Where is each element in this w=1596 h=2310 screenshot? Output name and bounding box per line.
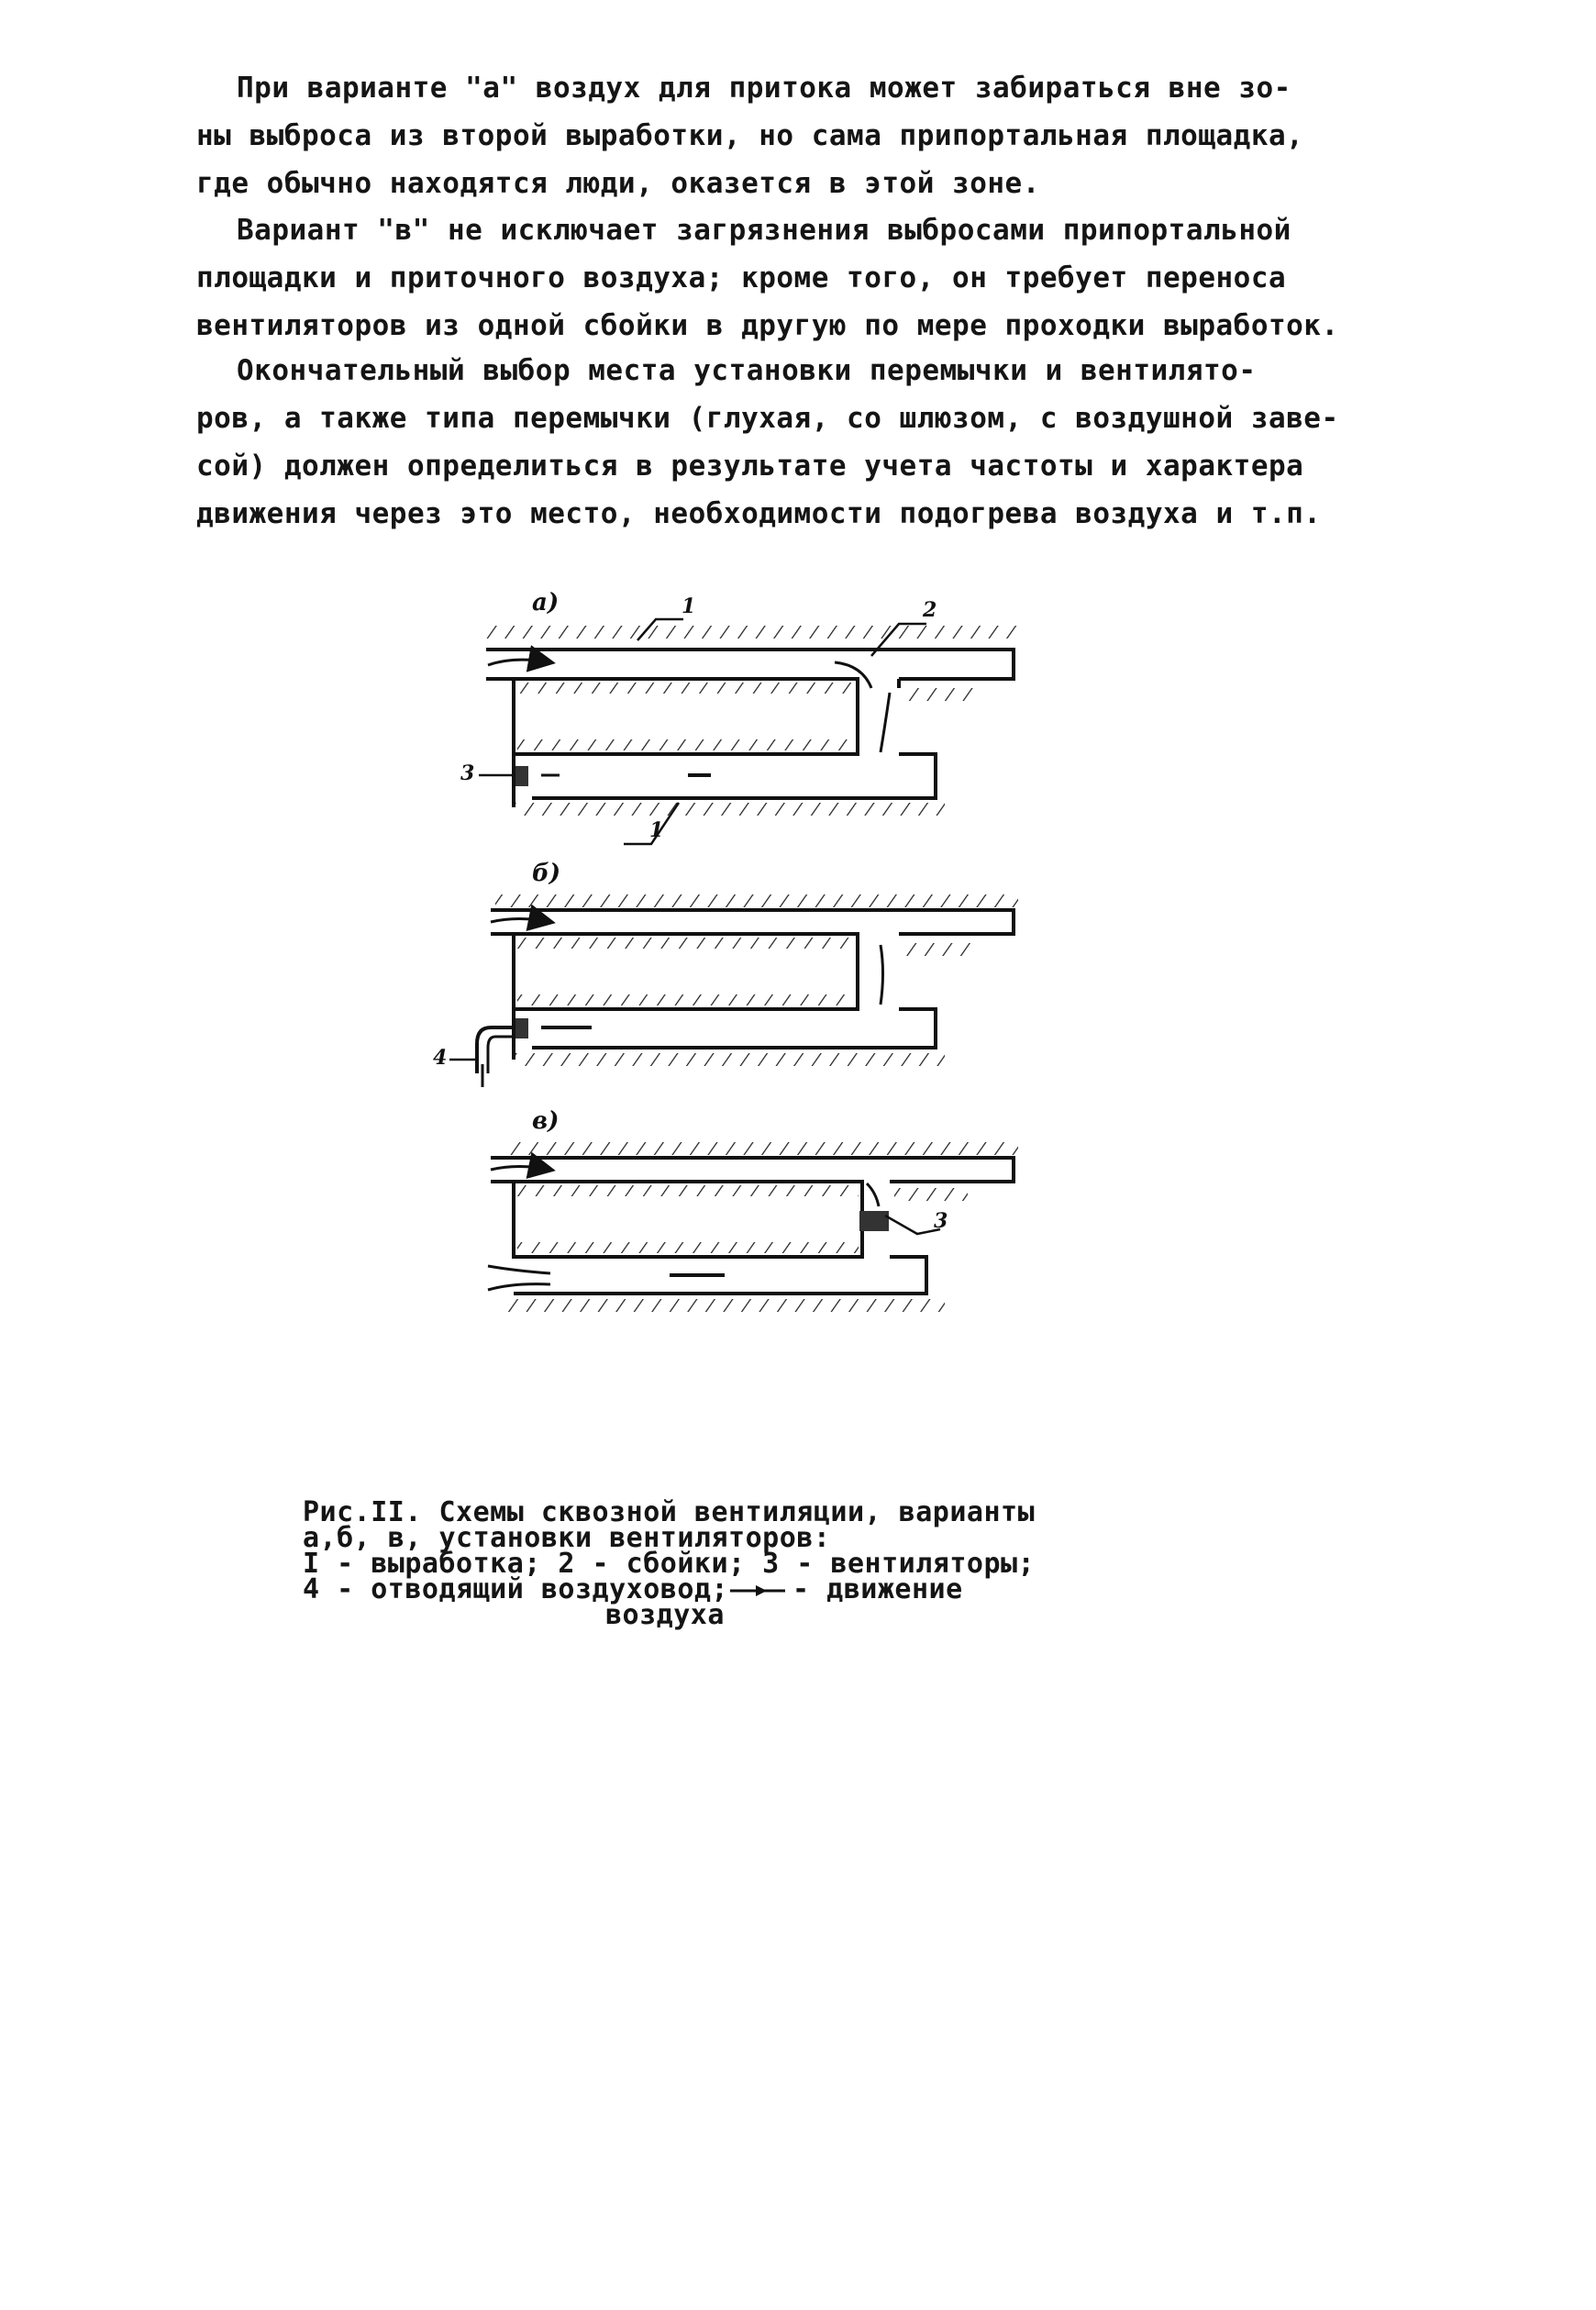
rock-hatching [504,1142,1018,1155]
rock-hatching [517,994,854,1005]
ventilation-schemes-figure [404,578,1046,1449]
caption-line: Рис.II. Схемы сквозной вентиляции, варианты [303,1496,1036,1528]
lower-tunnel [532,1009,936,1048]
rock-hatching [514,803,945,816]
rock-hatching [514,1053,945,1066]
caption-text: - движение [792,1573,963,1605]
text-line: Вариант "в" не исключает загрязнения выбросами припортальной [237,214,1291,247]
rock-hatching [517,739,854,750]
rock-hatching [517,1185,859,1196]
fan-icon [859,1211,889,1231]
figure-svg [404,578,1046,1449]
text-line: где обычно находятся люди, оказется в этой зоне. [196,167,1040,200]
text-line: Окончательный выбор места установки перемычки и вентилято- [237,354,1257,387]
caption-line: а,б, в, установки вентиляторов: [303,1522,831,1554]
rock-hatching [517,683,854,694]
rock-hatching [903,688,977,701]
scheme-variant-b [433,860,1018,1087]
callout-4: 4 [433,1046,448,1070]
variant-label-b: б) [532,860,561,887]
caption-line: I - выработка; 2 - сбойки; 3 - вентиляторы; [303,1548,1036,1580]
rock-hatching [504,1299,945,1312]
scheme-variant-a [460,589,1018,844]
callout-1: 1 [682,594,696,618]
paragraph-1 [196,64,1334,207]
text-line: движения через это место, необходимости подогрева воздуха и т.п. [196,497,1322,530]
text-line: площадки и приточного воздуха; кроме того, он требует переноса [196,261,1287,294]
text-line: сой) должен определиться в результате учета частоты и характера [196,450,1304,483]
fan-icon [515,766,528,786]
variant-label-a: а) [532,589,560,616]
text-line: ров, а также типа перемычки (глухая, со шлюзом, с воздушной заве- [196,402,1339,435]
caption-text: 4 - отводящий воздуховод; [303,1573,729,1605]
paragraph-3 [196,347,1339,538]
upper-tunnel [491,1158,1014,1182]
rock-hatching [903,943,977,956]
callout-1: 1 [649,818,664,842]
lower-tunnel [532,679,936,798]
callout-2: 2 [923,598,937,622]
text-line: ны выброса из второй выработки, но сама припортальная площадка, [196,119,1304,152]
paragraph-2 [196,206,1339,350]
arrow-legend-icon [728,1583,792,1599]
variant-label-c: в) [532,1107,560,1135]
rock-hatching [517,1242,859,1253]
rock-hatching [486,626,1018,639]
rock-hatching [517,938,854,949]
upper-tunnel [491,910,1014,934]
scheme-variant-c [488,1107,1018,1312]
caption-line: воздуха [605,1599,725,1631]
rock-hatching [894,1188,968,1201]
callout-3: 3 [934,1209,948,1233]
rock-hatching [495,894,1018,907]
callout-3: 3 [460,761,475,785]
text-line: вентиляторов из одной сбойки в другую по мере проходки выработок. [196,309,1339,342]
figure-caption [303,1496,1128,1631]
upper-tunnel [486,650,1014,679]
text-line: При варианте "а" воздух для притока может забираться вне зо- [237,72,1291,105]
fan-icon [515,1018,528,1038]
